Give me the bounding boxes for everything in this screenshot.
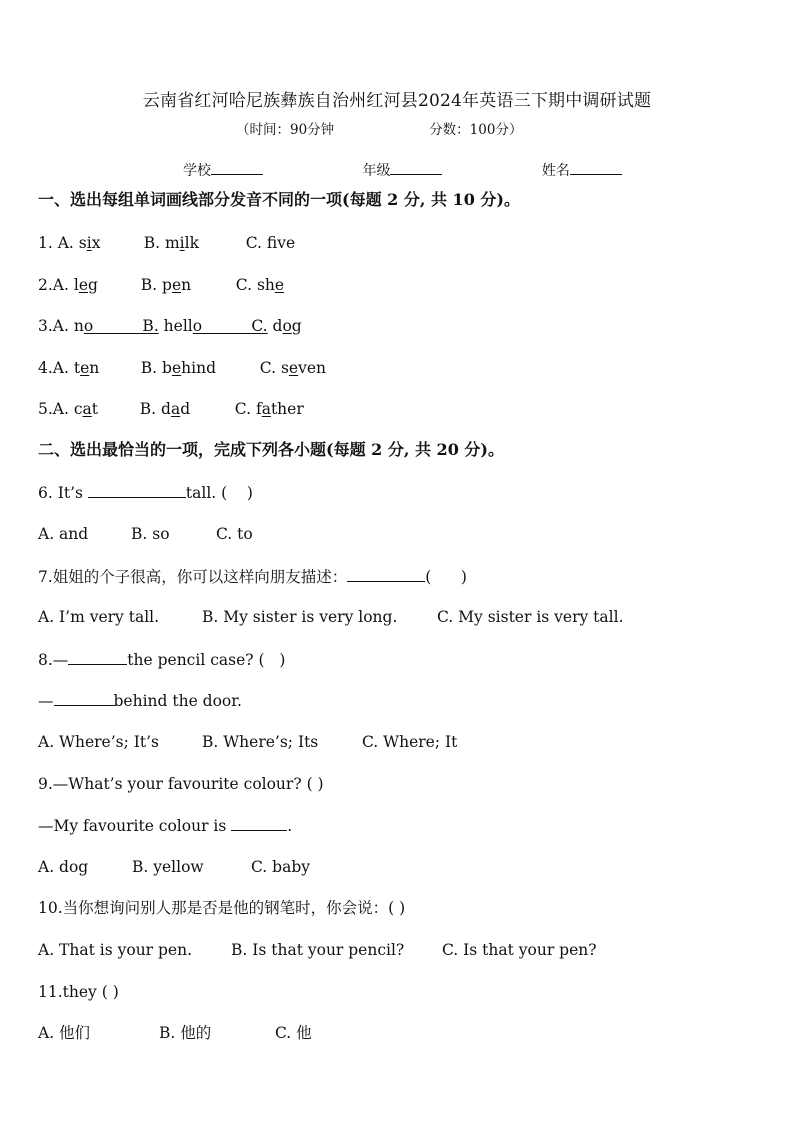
q7-options: [38, 607, 624, 627]
grade-label: 年级: [362, 163, 391, 179]
q1-option-c[interactable]: C. fve: [245, 234, 296, 252]
q2-option-a[interactable]: A. leg: [52, 276, 98, 294]
q3-option-c[interactable]: dog: [267, 317, 302, 335]
question-number: 5.: [38, 400, 53, 418]
section-2-heading: 二、选出最恰当的一项，完成下列各小题(每题 2 分, 共 20 分)。: [38, 440, 504, 459]
q9-option-b[interactable]: B. yellow: [132, 858, 204, 876]
q2-option-c[interactable]: C. she: [235, 276, 285, 294]
question-8-line-2: — behind the door.: [38, 692, 242, 710]
question-4: [38, 358, 326, 378]
q11-options: [38, 1023, 312, 1043]
q4-option-a[interactable]: A. ten: [52, 359, 100, 377]
q1-option-b[interactable]: B. milk: [143, 234, 199, 252]
q6-answer-blank[interactable]: [88, 482, 186, 498]
student-info-line: [183, 160, 622, 180]
q9-options: [38, 857, 310, 877]
question-1: [38, 233, 295, 253]
q8-option-a[interactable]: A. Where’s; It’s: [38, 733, 159, 751]
school-field[interactable]: [183, 160, 263, 180]
question-2: [38, 275, 284, 295]
q8-option-c[interactable]: C. Where; It: [362, 733, 458, 751]
q2-option-b[interactable]: B. pen: [140, 276, 192, 294]
q9-option-c[interactable]: C. baby: [251, 858, 311, 876]
q9-answer-blank[interactable]: [231, 815, 287, 831]
question-6: 6. It’s tall. ( ): [38, 484, 253, 502]
q10-option-b[interactable]: B. Is that your pencil?: [231, 941, 405, 959]
question-number: 4.: [38, 359, 53, 377]
question-number: 3.: [38, 317, 53, 335]
question-9: 9.—What’s your favourite colour? ( ): [38, 775, 324, 793]
name-field[interactable]: [542, 160, 622, 180]
q5-option-c[interactable]: C. father: [234, 400, 304, 418]
question-number: 1.: [38, 234, 58, 252]
q10-options: [38, 940, 597, 960]
name-label: 姓名: [541, 163, 570, 179]
question-3: [38, 316, 302, 336]
question-7: 7.姐姐的个子很高，你可以这样向朋友描述： ( ): [38, 568, 467, 586]
q4-option-b[interactable]: B. behind: [140, 359, 217, 377]
q7-answer-blank[interactable]: [347, 566, 425, 582]
total-score: 分数：100分）: [429, 122, 523, 138]
q7-option-b[interactable]: B. My sister is very long.: [202, 608, 398, 626]
grade-field[interactable]: [362, 160, 442, 180]
name-blank[interactable]: [570, 160, 622, 175]
question-10: 10.当你想询问别人那是否是他的钢笔时，你会说：( ): [38, 899, 406, 917]
q3-option-b[interactable]: hello C.: [158, 317, 268, 335]
q8-option-b[interactable]: B. Where’s; Its: [202, 733, 319, 751]
q7-option-a[interactable]: A. I’m very tall.: [38, 608, 160, 626]
section-1-heading: 一、选出每组单词画线部分发音不同的一项(每题 2 分, 共 10 分)。: [38, 190, 520, 209]
q11-option-b[interactable]: B. 他的: [159, 1024, 212, 1042]
question-9-line-2: —My favourite colour is .: [38, 817, 293, 835]
q1-option-a[interactable]: A. six: [57, 234, 101, 252]
exam-title: 云南省红河哈尼族彝族自治州红河县2024年英语三下期中调研试题: [142, 91, 652, 111]
question-11: 11.they ( ): [38, 983, 119, 1001]
question-number: 2.: [38, 276, 53, 294]
q10-option-c[interactable]: C. Is that your pen?: [442, 941, 597, 959]
question-8: 8.— the pencil case? ( ): [38, 651, 286, 669]
q4-option-c[interactable]: C. seven: [259, 359, 327, 377]
school-blank[interactable]: [211, 160, 263, 175]
q6-option-b[interactable]: B. so: [131, 525, 170, 543]
q5-option-b[interactable]: B. dad: [139, 400, 191, 418]
q3-option-a[interactable]: A. no B.: [52, 317, 159, 335]
q6-option-a[interactable]: A. and: [38, 525, 89, 543]
q5-option-a[interactable]: A. cat: [52, 400, 99, 418]
q10-option-a[interactable]: A. That is your pen.: [38, 941, 193, 959]
q8-options: [38, 732, 457, 752]
q7-option-c[interactable]: C. My sister is very tall.: [437, 608, 624, 626]
school-label: 学校: [183, 163, 211, 179]
q8-answer-blank-2[interactable]: [54, 690, 114, 706]
q6-option-c[interactable]: C. to: [216, 525, 253, 543]
question-5: [38, 399, 304, 419]
grade-blank[interactable]: [390, 160, 442, 175]
q8-answer-blank-1[interactable]: [68, 649, 127, 665]
q9-option-a[interactable]: A. dog: [38, 858, 89, 876]
q6-options: [38, 524, 253, 544]
time-limit: （时间：90分钟: [236, 122, 335, 138]
exam-subtitle: [236, 118, 522, 138]
q11-option-a[interactable]: A. 他们: [38, 1024, 91, 1042]
q11-option-c[interactable]: C. 他: [275, 1024, 312, 1042]
